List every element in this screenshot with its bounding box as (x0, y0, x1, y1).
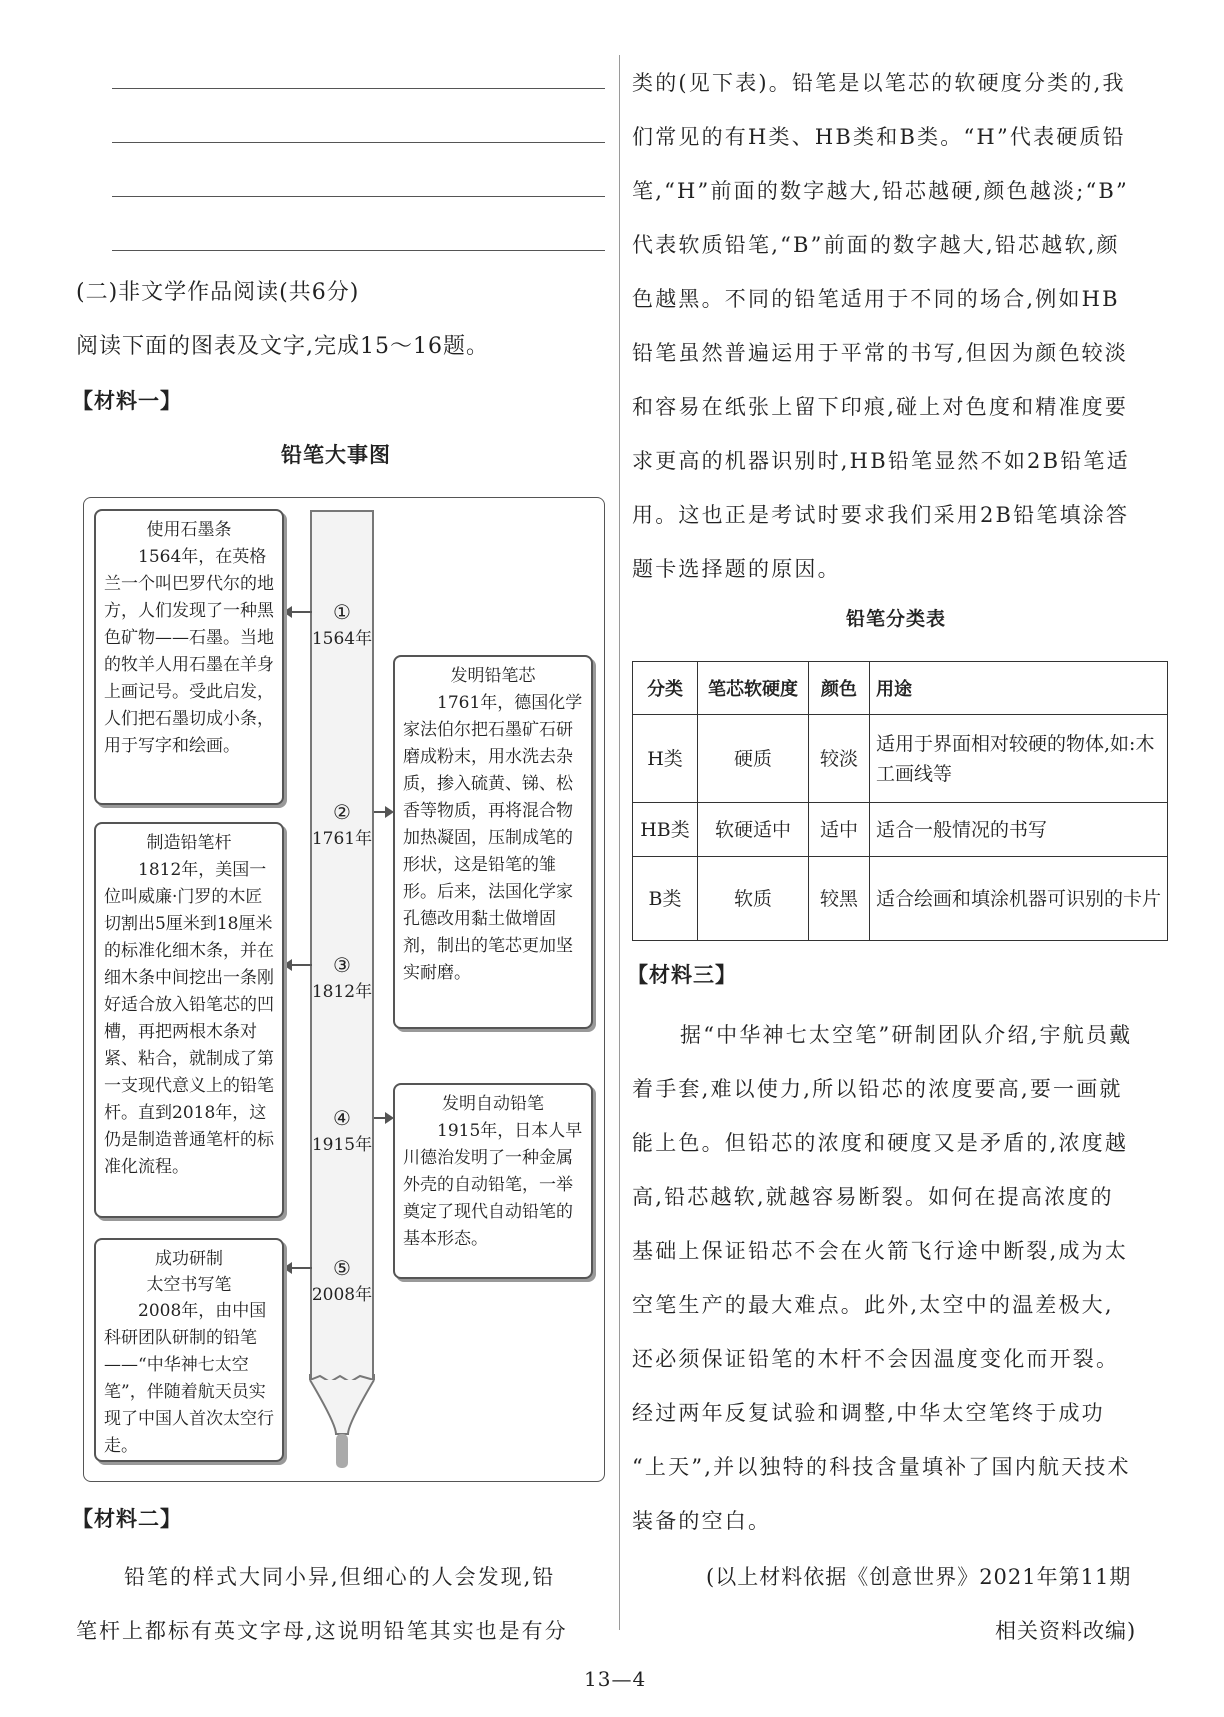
cell-usage: 适合绘画和填涂机器可识别的卡片 (870, 857, 1168, 941)
source-note-line-2: 相关资料改编) (995, 1619, 1137, 1643)
table-row (633, 803, 1168, 857)
material3-line-6: 空笔生产的最大难点。此外,太空中的温差极大, (632, 1293, 1114, 1317)
answer-line-4 (112, 250, 605, 251)
timeline-step-3: ③ 1812年 (311, 953, 373, 1002)
material3-line-2: 着手套,难以使力,所以铅芯的浓度要高,要一画就 (632, 1077, 1123, 1101)
material2-right-line-6: 铅笔虽然普遍运用于平常的书写,但因为颜色较淡 (632, 341, 1129, 365)
header-hardness: 笔芯软硬度 (698, 662, 809, 715)
material3-line-4: 高,铅芯越软,就越容易断裂。如何在提高浓度的 (632, 1185, 1114, 1209)
event-space-pen: 成功研制 太空书写笔 2008年，由中国科研团队研制的铅笔——“中华神七太空笔”，伴随着航天员实现了中国人首次太空行走。 (94, 1238, 284, 1462)
arrow-2 (374, 811, 392, 813)
timeline-title: 铅笔大事图 (281, 443, 391, 467)
arrow-5 (285, 1267, 312, 1269)
header-color: 颜色 (809, 662, 870, 715)
arrow-4 (374, 1117, 392, 1119)
timeline-step-4: ④ 1915年 (311, 1106, 373, 1155)
material2-left-line-1: 铅笔的样式大同小异,但细心的人会发现,铅 (124, 1565, 556, 1589)
arrow-3 (285, 964, 312, 966)
section-heading: (二)非文学作品阅读(共6分) (76, 280, 360, 305)
cell-category: H类 (633, 715, 698, 803)
classification-table (632, 661, 1168, 941)
material3-line-5: 基础上保证铅芯不会在火箭飞行途中断裂,成为太 (632, 1239, 1129, 1263)
cell-color: 较淡 (809, 715, 870, 803)
material2-right-line-5: 色越黑。不同的铅笔适用于不同的场合,例如HB (632, 287, 1120, 311)
material2-left-line-2: 笔杆上都标有英文字母,这说明铅笔其实也是有分 (76, 1619, 568, 1643)
header-category: 分类 (633, 662, 698, 715)
answer-line-2 (112, 142, 605, 143)
page-number: 13—4 (584, 1667, 647, 1691)
cell-hardness: 硬质 (698, 715, 809, 803)
table-title: 铅笔分类表 (846, 608, 947, 630)
cell-category: B类 (633, 857, 698, 941)
answer-line-3 (112, 196, 605, 197)
material2-right-line-7: 和容易在纸张上留下印痕,碰上对色度和精准度要 (632, 395, 1129, 419)
cell-hardness: 软质 (698, 857, 809, 941)
material3-line-3: 能上色。但铅芯的浓度和硬度又是矛盾的,浓度越 (632, 1131, 1129, 1155)
material3-line-1: 据“中华神七太空笔”研制团队介绍,宇航员戴 (680, 1023, 1133, 1047)
section-instruction: 阅读下面的图表及文字,完成15～16题。 (76, 334, 489, 359)
material2-right-line-2: 们常见的有H类、HB类和B类。“H”代表硬质铅 (632, 125, 1126, 149)
material2-right-line-3: 笔,“H”前面的数字越大,铅芯越硬,颜色越淡;“B” (632, 179, 1129, 203)
material2-right-line-8: 求更高的机器识别时,HB铅笔显然不如2B铅笔适 (632, 449, 1130, 473)
header-usage: 用途 (870, 662, 1168, 715)
event-pencil-barrel: 制造铅笔杆 1812年，美国一位叫威廉·门罗的木匠切割出5厘米到18厘米的标准化细木条，并在细木条中间挖出一条刚好适合放入铅笔芯的凹槽，再把两根木条对紧、粘合，就制成了第一支现代意义上的铅笔杆。直到2018年，这仍是制造普通笔杆的标准化流程。 (94, 822, 284, 1218)
material1-label: 【材料一】 (72, 389, 182, 413)
material2-right-line-10: 题卡选择题的原因。 (632, 557, 841, 581)
material3-line-10: 装备的空白。 (632, 1509, 772, 1533)
answer-line-1 (112, 88, 605, 89)
cell-color: 较黑 (809, 857, 870, 941)
cell-hardness: 软硬适中 (698, 803, 809, 857)
material2-label: 【材料二】 (72, 1507, 182, 1531)
material3-line-8: 经过两年反复试验和调整,中华太空笔终于成功 (632, 1401, 1105, 1425)
material2-right-line-4: 代表软质铅笔,“B”前面的数字越大,铅芯越软,颜 (632, 233, 1120, 257)
event-mechanical-pencil: 发明自动铅笔 1915年，日本人早川德治发明了一种金属外壳的自动铅笔，一举奠定了现代自动铅笔的基本形态。 (393, 1083, 593, 1279)
material3-line-9: “上天”,并以独特的科技含量填补了国内航天技术 (632, 1455, 1131, 1479)
table-row (633, 715, 1168, 803)
table-row (633, 857, 1168, 941)
event-pencil-core: 发明铅笔芯 1761年，德国化学家法伯尔把石墨矿石研磨成粉末，用水洗去杂质，掺入硫黄、锑、松香等物质，再将混合物加热凝固，压制成笔的形状，这是铅笔的雏形。后来，法国化学家孔德改用黏土做增固剂，制出的笔芯更加坚实耐磨。 (393, 655, 593, 1029)
timeline-step-5: ⑤ 2008年 (311, 1256, 373, 1305)
cell-usage: 适合一般情况的书写 (870, 803, 1168, 857)
cell-category: HB类 (633, 803, 698, 857)
material3-label: 【材料三】 (627, 963, 737, 987)
column-divider (619, 55, 620, 1630)
source-note-line-1: (以上材料依据《创意世界》2021年第11期 (706, 1565, 1132, 1589)
table-header-row (633, 662, 1168, 715)
arrow-1 (285, 611, 312, 613)
pencil-tip (306, 1374, 378, 1474)
material3-line-7: 还必须保证铅笔的木杆不会因温度变化而开裂。 (632, 1347, 1120, 1371)
cell-usage: 适用于界面相对较硬的物体,如:木工画线等 (870, 715, 1168, 803)
timeline-step-2: ② 1761年 (311, 800, 373, 849)
material2-right-line-9: 用。这也正是考试时要求我们采用2B铅笔填涂答 (632, 503, 1130, 527)
event-graphite: 使用石墨条 1564年，在英格兰一个叫巴罗代尔的地方，人们发现了一种黑色矿物——石墨。当地的牧羊人用石墨在羊身上画记号。受此启发，人们把石墨切成小条，用于写字和绘画。 (94, 509, 284, 805)
timeline-step-1: ① 1564年 (311, 600, 373, 649)
material2-right-line-1: 类的(见下表)。铅笔是以笔芯的软硬度分类的,我 (632, 71, 1126, 95)
cell-color: 适中 (809, 803, 870, 857)
